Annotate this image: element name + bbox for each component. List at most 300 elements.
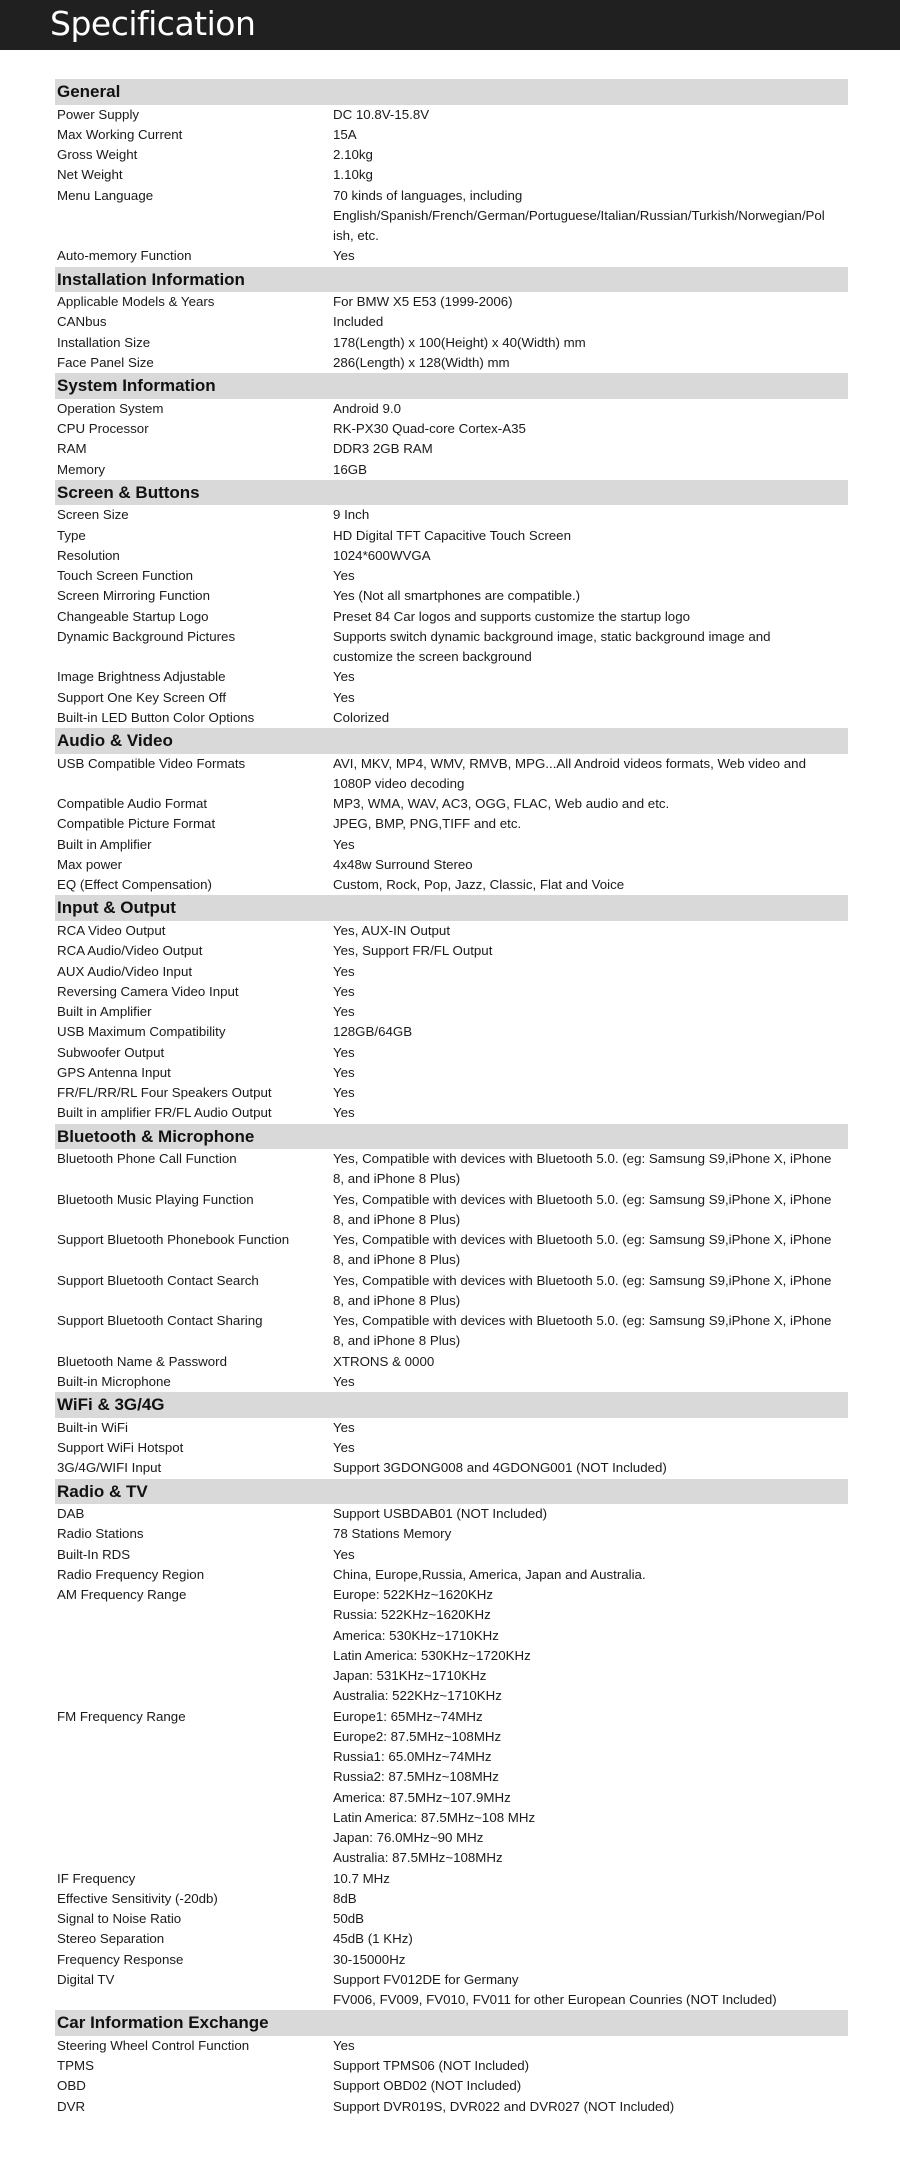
spec-row xyxy=(55,333,848,353)
spec-row xyxy=(55,125,848,145)
spec-value-line: 4x48w Surround Stereo xyxy=(333,856,473,872)
spec-value-line: ish, etc. xyxy=(333,228,379,244)
spec-row xyxy=(55,145,848,165)
spec-value-line: Australia: 87.5MHz~108MHz xyxy=(333,1850,503,1866)
spec-value xyxy=(333,1707,848,1869)
spec-value-line: 9 Inch xyxy=(333,507,370,523)
section-heading: Bluetooth & Microphone xyxy=(55,1124,848,1150)
spec-section xyxy=(55,1124,848,1393)
spec-label: RCA Video Output xyxy=(57,923,166,939)
spec-value-line: Australia: 522KHz~1710KHz xyxy=(333,1688,502,1704)
spec-value-line: Android 9.0 xyxy=(333,400,402,416)
spec-value xyxy=(333,1043,848,1063)
spec-row xyxy=(55,312,848,332)
spec-value xyxy=(333,1311,848,1352)
spec-label: Image Brightness Adjustable xyxy=(57,669,226,685)
spec-value-line: Yes xyxy=(333,669,355,685)
spec-value xyxy=(333,1002,848,1022)
spec-value xyxy=(333,1929,848,1949)
spec-value xyxy=(333,460,848,480)
spec-row xyxy=(55,460,848,480)
spec-value-line: 178(Length) x 100(Height) x 40(Width) mm xyxy=(333,334,586,350)
spec-label: Frequency Response xyxy=(57,1951,184,1967)
spec-row xyxy=(55,2097,848,2117)
spec-label: Built-In RDS xyxy=(57,1546,131,1562)
spec-label: Support Bluetooth Contact Search xyxy=(57,1272,259,1288)
spec-value-line: Yes xyxy=(333,983,355,999)
spec-row xyxy=(55,835,848,855)
spec-value-line: Support FV012DE for Germany xyxy=(333,1971,519,1987)
spec-value-line: Supports switch dynamic background image, static background image and xyxy=(333,628,771,644)
spec-label: Compatible Audio Format xyxy=(57,796,208,812)
spec-value-line: AVI, MKV, MP4, WMV, RMVB, MPG...All Android videos formats, Web video and xyxy=(333,755,806,771)
spec-value-line: 128GB/64GB xyxy=(333,1024,413,1040)
spec-label: FR/FL/RR/RL Four Speakers Output xyxy=(57,1085,272,1101)
spec-value xyxy=(333,439,848,459)
spec-label: RAM xyxy=(57,441,87,457)
spec-value-line: 16GB xyxy=(333,461,368,477)
spec-value xyxy=(333,586,848,606)
spec-value xyxy=(333,1524,848,1544)
spec-value-line: Support OBD02 (NOT Included) xyxy=(333,2078,522,2094)
spec-label: EQ (Effect Compensation) xyxy=(57,877,212,893)
spec-row xyxy=(55,688,848,708)
spec-value xyxy=(333,1565,848,1585)
spec-value xyxy=(333,145,848,165)
spec-value xyxy=(333,607,848,627)
spec-label: Bluetooth Phone Call Function xyxy=(57,1151,237,1167)
spec-label: FM Frequency Range xyxy=(57,1708,186,1724)
spec-label: USB Maximum Compatibility xyxy=(57,1024,226,1040)
spec-value xyxy=(333,941,848,961)
spec-row xyxy=(55,814,848,834)
page-title: Specification xyxy=(50,4,256,43)
spec-row xyxy=(55,962,848,982)
spec-value-line: Yes xyxy=(333,1440,355,1455)
spec-row xyxy=(55,105,848,125)
spec-value-line: Yes, Compatible with devices with Bluetooth 5.0. (eg: Samsung S9,iPhone X, iPhone xyxy=(333,1232,832,1248)
spec-value-line: 8dB xyxy=(333,1890,357,1906)
spec-label: OBD xyxy=(57,2078,86,2094)
spec-value-line: RK-PX30 Quad-core Cortex-A35 xyxy=(333,421,526,437)
spec-value-line: Yes (Not all smartphones are compatible.) xyxy=(333,588,581,604)
spec-label: Radio Frequency Region xyxy=(57,1566,205,1582)
spec-value xyxy=(333,982,848,1002)
spec-row xyxy=(55,1438,848,1458)
spec-value-line: 8, and iPhone 8 Plus) xyxy=(333,1171,461,1187)
spec-value-line: Yes xyxy=(333,836,355,852)
spec-row xyxy=(55,1950,848,1970)
spec-row xyxy=(55,708,848,728)
spec-row xyxy=(55,754,848,795)
spec-row xyxy=(55,921,848,941)
spec-label: Max power xyxy=(57,856,123,872)
spec-value-line: Yes xyxy=(333,689,355,705)
spec-label: Dynamic Background Pictures xyxy=(57,628,236,644)
spec-value-line: Russia: 522KHz~1620KHz xyxy=(333,1607,491,1623)
spec-label: Built-in LED Button Color Options xyxy=(57,709,255,725)
spec-label: Radio Stations xyxy=(57,1526,144,1542)
section-heading: Input & Output xyxy=(55,895,848,921)
spec-value xyxy=(333,1063,848,1083)
spec-row xyxy=(55,526,848,546)
spec-label: Touch Screen Function xyxy=(57,568,194,584)
spec-value-line: America: 87.5MHz~107.9MHz xyxy=(333,1789,511,1805)
spec-value xyxy=(333,875,848,895)
spec-value-line: Yes xyxy=(333,1105,355,1121)
spec-label: 3G/4G/WIFI Input xyxy=(57,1460,162,1476)
spec-row xyxy=(55,1190,848,1231)
spec-value xyxy=(333,1149,848,1190)
spec-label: Built in Amplifier xyxy=(57,1004,152,1020)
spec-value xyxy=(333,353,848,373)
spec-label: Support WiFi Hotspot xyxy=(57,1440,184,1455)
spec-value-line: America: 530KHz~1710KHz xyxy=(333,1627,499,1643)
spec-value-line: Support DVR019S, DVR022 and DVR027 (NOT Included) xyxy=(333,2098,675,2114)
spec-value xyxy=(333,1458,848,1478)
spec-value xyxy=(333,1271,848,1312)
spec-value xyxy=(333,754,848,795)
spec-row xyxy=(55,1585,848,1707)
spec-label: GPS Antenna Input xyxy=(57,1064,171,1080)
spec-value-line: 1024*600WVGA xyxy=(333,547,431,563)
spec-row xyxy=(55,1063,848,1083)
spec-value xyxy=(333,312,848,332)
spec-value xyxy=(333,1418,848,1438)
spec-row xyxy=(55,1352,848,1372)
spec-value xyxy=(333,333,848,353)
spec-label: Resolution xyxy=(57,547,120,563)
spec-value-line: Support USBDAB01 (NOT Included) xyxy=(333,1506,548,1522)
section-heading: Car Information Exchange xyxy=(55,2010,848,2036)
spec-label: Reversing Camera Video Input xyxy=(57,983,239,999)
spec-label: Installation Size xyxy=(57,334,151,350)
spec-value-line: Yes xyxy=(333,1064,355,1080)
spec-value-line: 70 kinds of languages, including xyxy=(333,187,523,203)
spec-label: DAB xyxy=(57,1506,85,1522)
spec-value-line: XTRONS & 0000 xyxy=(333,1353,435,1369)
section-heading: General xyxy=(55,79,848,105)
spec-row xyxy=(55,505,848,525)
spec-label: Changeable Startup Logo xyxy=(57,608,209,624)
spec-value xyxy=(333,246,848,266)
spec-value xyxy=(333,1504,848,1524)
spec-value-line: Yes xyxy=(333,2037,355,2053)
section-heading: Screen & Buttons xyxy=(55,480,848,506)
spec-value-line: 8, and iPhone 8 Plus) xyxy=(333,1211,461,1227)
spec-value-line: Russia2: 87.5MHz~108MHz xyxy=(333,1769,499,1785)
spec-value-line: Yes, Compatible with devices with Bluetooth 5.0. (eg: Samsung S9,iPhone X, iPhone xyxy=(333,1313,832,1329)
spec-value-line: Yes xyxy=(333,1419,355,1435)
spec-value xyxy=(333,1372,848,1392)
spec-label: Steering Wheel Control Function xyxy=(57,2037,250,2053)
spec-row xyxy=(55,607,848,627)
spec-row xyxy=(55,855,848,875)
spec-value-line: Europe2: 87.5MHz~108MHz xyxy=(333,1728,502,1744)
spec-row xyxy=(55,2036,848,2056)
spec-value xyxy=(333,1438,848,1458)
spec-value-line: 8, and iPhone 8 Plus) xyxy=(333,1333,461,1349)
spec-value xyxy=(333,566,848,586)
spec-label: Built in Amplifier xyxy=(57,836,152,852)
spec-value-line: Yes, Compatible with devices with Bluetooth 5.0. (eg: Samsung S9,iPhone X, iPhone xyxy=(333,1272,832,1288)
spec-label: Support Bluetooth Contact Sharing xyxy=(57,1313,263,1329)
spec-value xyxy=(333,105,848,125)
spec-value-line: Japan: 531KHz~1710KHz xyxy=(333,1668,487,1684)
spec-label: Net Weight xyxy=(57,167,123,183)
spec-value xyxy=(333,399,848,419)
spec-label: TPMS xyxy=(57,2058,94,2074)
spec-row xyxy=(55,186,848,247)
spec-value-line: Europe1: 65MHz~74MHz xyxy=(333,1708,483,1724)
spec-label: Screen Mirroring Function xyxy=(57,588,210,604)
spec-value-line: Latin America: 87.5MHz~108 MHz xyxy=(333,1809,536,1825)
spec-value xyxy=(333,186,848,247)
spec-value-line: 45dB (1 KHz) xyxy=(333,1931,413,1947)
spec-value-line: Yes xyxy=(333,1373,355,1389)
spec-label: Digital TV xyxy=(57,1971,115,1987)
section-heading: WiFi & 3G/4G xyxy=(55,1392,848,1418)
spec-label: Screen Size xyxy=(57,507,129,523)
spec-row xyxy=(55,246,848,266)
spec-value-line: Yes, Support FR/FL Output xyxy=(333,943,493,959)
spec-value xyxy=(333,546,848,566)
spec-label: Built-in Microphone xyxy=(57,1373,171,1389)
spec-row xyxy=(55,627,848,668)
spec-label: Built-in WiFi xyxy=(57,1419,128,1435)
spec-value xyxy=(333,1545,848,1565)
spec-section xyxy=(55,1392,848,1478)
spec-value xyxy=(333,2097,848,2117)
spec-value xyxy=(333,835,848,855)
spec-label: Stereo Separation xyxy=(57,1931,165,1947)
spec-value-line: English/Spanish/French/German/Portuguese/Italian/Russian/Turkish/Norwegian/Pol xyxy=(333,207,825,223)
spec-row xyxy=(55,1418,848,1438)
spec-value xyxy=(333,165,848,185)
spec-row xyxy=(55,419,848,439)
spec-row xyxy=(55,1022,848,1042)
spec-row xyxy=(55,546,848,566)
spec-value xyxy=(333,708,848,728)
spec-row xyxy=(55,2056,848,2076)
spec-row xyxy=(55,566,848,586)
spec-label: IF Frequency xyxy=(57,1870,136,1886)
spec-value-line: China, Europe,Russia, America, Japan and Australia. xyxy=(333,1566,646,1582)
spec-row xyxy=(55,1002,848,1022)
spec-row xyxy=(55,2076,848,2096)
spec-value-line: 50dB xyxy=(333,1911,365,1927)
specification-table xyxy=(55,79,848,2117)
spec-value-line: Yes xyxy=(333,248,355,264)
spec-row xyxy=(55,1929,848,1949)
spec-value-line: Preset 84 Car logos and supports customize the startup logo xyxy=(333,608,690,624)
spec-value xyxy=(333,125,848,145)
spec-value xyxy=(333,921,848,941)
spec-value-line: 78 Stations Memory xyxy=(333,1526,452,1542)
spec-label: Signal to Noise Ratio xyxy=(57,1911,182,1927)
spec-row xyxy=(55,1889,848,1909)
spec-label: Menu Language xyxy=(57,187,154,203)
spec-value-line: Latin America: 530KHz~1720KHz xyxy=(333,1647,531,1663)
spec-value-line: DDR3 2GB RAM xyxy=(333,441,433,457)
spec-label: DVR xyxy=(57,2098,86,2114)
spec-value-line: Yes xyxy=(333,1004,355,1020)
spec-row xyxy=(55,1545,848,1565)
header-bar xyxy=(0,0,900,50)
spec-row xyxy=(55,1083,848,1103)
spec-row xyxy=(55,1372,848,1392)
spec-value xyxy=(333,627,848,668)
spec-label: Support Bluetooth Phonebook Function xyxy=(57,1232,290,1248)
spec-row xyxy=(55,1909,848,1929)
spec-row xyxy=(55,1565,848,1585)
spec-value-line: Included xyxy=(333,314,384,330)
spec-row xyxy=(55,1458,848,1478)
spec-value xyxy=(333,1869,848,1889)
section-heading: Radio & TV xyxy=(55,1479,848,1505)
spec-value-line: 8, and iPhone 8 Plus) xyxy=(333,1252,461,1268)
spec-value xyxy=(333,855,848,875)
spec-section xyxy=(55,2010,848,2117)
spec-value-line: Support 3GDONG008 and 4GDONG001 (NOT Included) xyxy=(333,1460,667,1476)
spec-value-line: 2.10kg xyxy=(333,147,373,163)
spec-value xyxy=(333,1352,848,1372)
spec-value xyxy=(333,962,848,982)
spec-label: Compatible Picture Format xyxy=(57,816,216,832)
spec-row xyxy=(55,1103,848,1123)
spec-value-line: Japan: 76.0MHz~90 MHz xyxy=(333,1830,484,1846)
spec-row xyxy=(55,1970,848,2011)
spec-value xyxy=(333,2076,848,2096)
spec-row xyxy=(55,399,848,419)
spec-value-line: For BMW X5 E53 (1999-2006) xyxy=(333,294,513,310)
spec-label: AUX Audio/Video Input xyxy=(57,963,193,979)
spec-value-line: JPEG, BMP, PNG,TIFF and etc. xyxy=(333,816,522,832)
spec-value-line: FV006, FV009, FV010, FV011 for other European Counries (NOT Included) xyxy=(333,1992,777,2008)
spec-section xyxy=(55,728,848,895)
spec-value-line: Europe: 522KHz~1620KHz xyxy=(333,1587,494,1603)
spec-value-line: 8, and iPhone 8 Plus) xyxy=(333,1292,461,1308)
spec-section xyxy=(55,373,848,480)
spec-value xyxy=(333,1190,848,1231)
section-heading: Audio & Video xyxy=(55,728,848,754)
spec-value-line: Yes xyxy=(333,1546,355,1562)
spec-value-line: Yes xyxy=(333,1085,355,1101)
spec-value xyxy=(333,292,848,312)
spec-label: Power Supply xyxy=(57,106,140,122)
spec-value xyxy=(333,1022,848,1042)
spec-value xyxy=(333,1230,848,1271)
spec-value-line: Yes, Compatible with devices with Bluetooth 5.0. (eg: Samsung S9,iPhone X, iPhone xyxy=(333,1151,832,1167)
spec-value xyxy=(333,526,848,546)
spec-row xyxy=(55,1524,848,1544)
spec-section xyxy=(55,267,848,374)
spec-value-line: customize the screen background xyxy=(333,649,532,665)
spec-value-line: 1.10kg xyxy=(333,167,373,183)
spec-value-line: Colorized xyxy=(333,709,390,725)
section-heading: Installation Information xyxy=(55,267,848,293)
spec-row xyxy=(55,1707,848,1869)
spec-value xyxy=(333,1909,848,1929)
spec-value xyxy=(333,667,848,687)
spec-label: Type xyxy=(57,527,86,543)
spec-value xyxy=(333,794,848,814)
spec-row xyxy=(55,982,848,1002)
spec-row xyxy=(55,165,848,185)
spec-row xyxy=(55,667,848,687)
spec-label: CANbus xyxy=(57,314,107,330)
spec-label: RCA Audio/Video Output xyxy=(57,943,203,959)
spec-label: CPU Processor xyxy=(57,421,149,437)
section-heading: System Information xyxy=(55,373,848,399)
spec-label: Support One Key Screen Off xyxy=(57,689,227,705)
spec-label: Subwoofer Output xyxy=(57,1044,165,1060)
spec-value-line: 1080P video decoding xyxy=(333,775,465,791)
spec-value-line: Yes xyxy=(333,1044,355,1060)
spec-value-line: Russia1: 65.0MHz~74MHz xyxy=(333,1749,492,1765)
spec-label: Gross Weight xyxy=(57,147,138,163)
spec-value xyxy=(333,419,848,439)
spec-row xyxy=(55,1230,848,1271)
spec-value-line: Yes, Compatible with devices with Bluetooth 5.0. (eg: Samsung S9,iPhone X, iPhone xyxy=(333,1191,832,1207)
spec-value xyxy=(333,1950,848,1970)
spec-label: Operation System xyxy=(57,400,164,416)
spec-value xyxy=(333,1889,848,1909)
spec-value xyxy=(333,505,848,525)
spec-value-line: Custom, Rock, Pop, Jazz, Classic, Flat and Voice xyxy=(333,877,625,893)
spec-row xyxy=(55,1271,848,1312)
spec-row xyxy=(55,1311,848,1352)
spec-label: Auto-memory Function xyxy=(57,248,192,264)
spec-row xyxy=(55,586,848,606)
spec-section xyxy=(55,1479,848,2011)
spec-row xyxy=(55,1504,848,1524)
spec-value xyxy=(333,1103,848,1123)
spec-value xyxy=(333,814,848,834)
spec-label: Bluetooth Music Playing Function xyxy=(57,1191,254,1207)
spec-row xyxy=(55,875,848,895)
spec-section xyxy=(55,480,848,728)
spec-value-line: 15A xyxy=(333,126,357,142)
spec-value xyxy=(333,2056,848,2076)
spec-row xyxy=(55,1149,848,1190)
spec-row xyxy=(55,439,848,459)
spec-value xyxy=(333,688,848,708)
spec-row xyxy=(55,1869,848,1889)
spec-value-line: Yes xyxy=(333,963,355,979)
spec-value xyxy=(333,1585,848,1707)
spec-value-line: HD Digital TFT Capacitive Touch Screen xyxy=(333,527,571,543)
spec-label: Face Panel Size xyxy=(57,354,154,370)
spec-value-line: Yes, AUX-IN Output xyxy=(333,923,451,939)
spec-value-line: 286(Length) x 128(Width) mm xyxy=(333,354,510,370)
spec-label: Effective Sensitivity (-20db) xyxy=(57,1890,218,1906)
spec-value-line: 30-15000Hz xyxy=(333,1951,406,1967)
spec-value-line: 10.7 MHz xyxy=(333,1870,390,1886)
spec-value-line: MP3, WMA, WAV, AC3, OGG, FLAC, Web audio and etc. xyxy=(333,796,670,812)
spec-value-line: DC 10.8V-15.8V xyxy=(333,106,430,122)
spec-value xyxy=(333,1970,848,2011)
spec-value-line: Yes xyxy=(333,568,355,584)
spec-section xyxy=(55,79,848,267)
spec-row xyxy=(55,941,848,961)
spec-label: Bluetooth Name & Password xyxy=(57,1353,227,1369)
spec-label: AM Frequency Range xyxy=(57,1587,187,1603)
spec-label: Built in amplifier FR/FL Audio Output xyxy=(57,1105,272,1121)
spec-label: Applicable Models & Years xyxy=(57,294,215,310)
spec-row xyxy=(55,794,848,814)
spec-value xyxy=(333,1083,848,1103)
